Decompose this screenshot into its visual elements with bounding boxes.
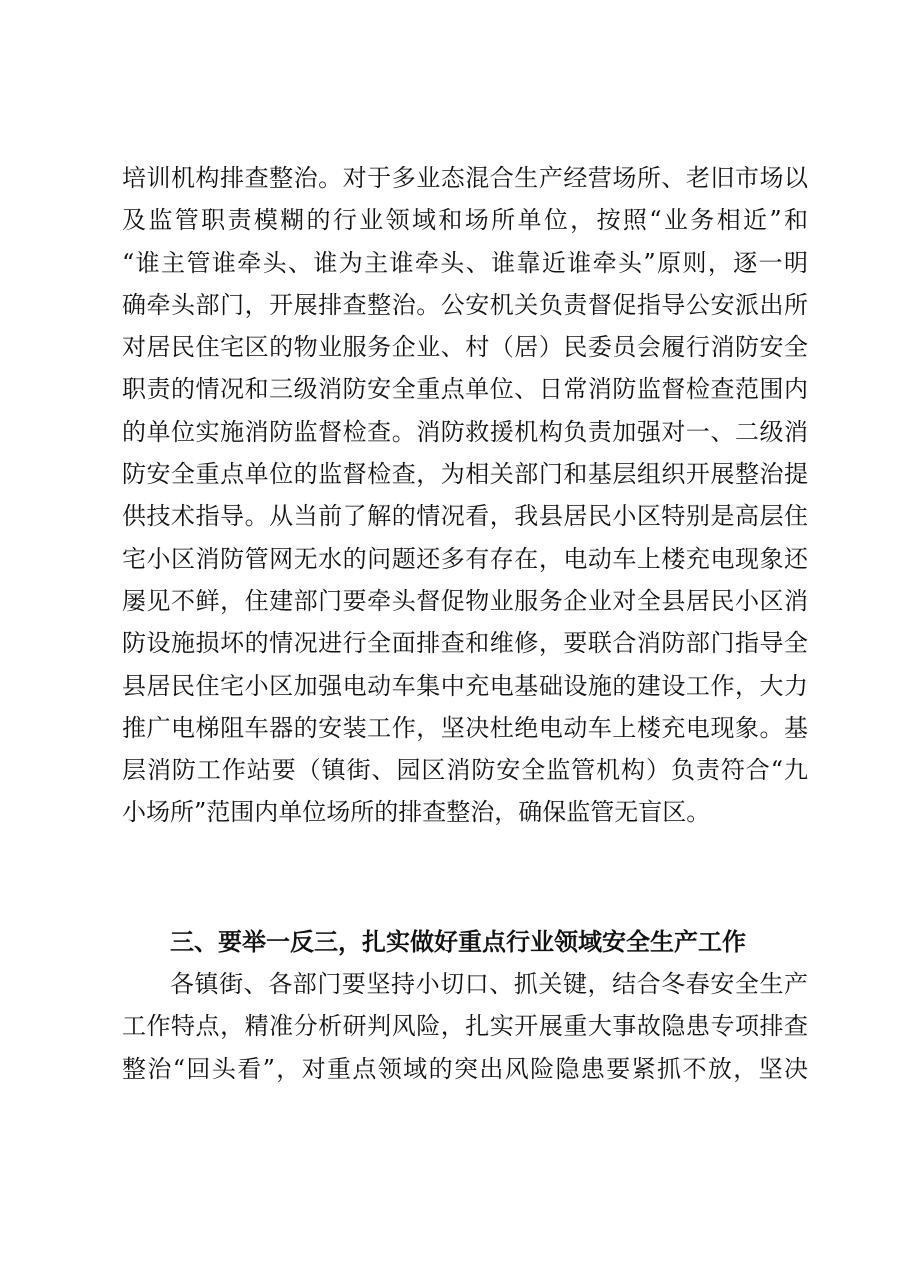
- paragraph-line: 供技术指导。从当前了解的情况看，我县居民小区特别是高层住: [122, 502, 808, 531]
- paragraph-line: 各镇街、各部门要坚持小切口、抓关键，结合冬春安全生产: [170, 970, 808, 998]
- paragraph-line: 培训机构排查整治。对于多业态混合生产经营场所、老旧市场以: [122, 164, 808, 192]
- paragraph-line: 防设施损坏的情况进行全面排查和维修，要联合消防部门指导全: [122, 629, 808, 658]
- paragraph-line: 整治“回头看”，对重点领域的突出风险隐患要紧抓不放，坚决: [122, 1054, 808, 1083]
- section-heading: 三、要举一反三，扎实做好重点行业领域安全生产工作: [170, 928, 746, 956]
- paragraph-line: 推广电梯阻车器的安装工作，坚决杜绝电动车上楼充电现象。基: [122, 713, 808, 742]
- paragraph-line: 宅小区消防管网无水的问题还多有存在，电动车上楼充电现象还: [122, 544, 808, 573]
- paragraph-line: 职责的情况和三级消防安全重点单位、日常消防监督检查范围内: [122, 375, 808, 404]
- paragraph-line: 县居民住宅小区加强电动车集中充电基础设施的建设工作，大力: [122, 671, 808, 700]
- paragraph-line: 防安全重点单位的监督检查，为相关部门和基层组织开展整治提: [122, 460, 808, 489]
- paragraph-line: 工作特点，精准分析研判风险，扎实开展重大事故隐患专项排查: [122, 1012, 808, 1041]
- paragraph-1: [122, 157, 808, 834]
- paragraph-2: [122, 963, 808, 1090]
- paragraph-line: 屡见不鲜，住建部门要牵头督促物业服务企业对全县居民小区消: [122, 586, 808, 615]
- paragraph-line: 的单位实施消防监督检查。消防救援机构负责加强对一、二级消: [122, 417, 808, 446]
- paragraph-line: 及监管职责模糊的行业领域和场所单位，按照“业务相近”和: [122, 206, 808, 235]
- paragraph-line: 层消防工作站要（镇街、园区消防安全监管机构）负责符合“九: [122, 756, 808, 785]
- paragraph-line: 小场所”范围内单位场所的排查整治，确保监管无盲区。: [122, 798, 711, 827]
- paragraph-line: 对居民住宅区的物业服务企业、村（居）民委员会履行消防安全: [122, 333, 808, 362]
- paragraph-line: 确牵头部门，开展排查整治。公安机关负责督促指导公安派出所: [122, 290, 808, 319]
- paragraph-line: “谁主管谁牵头、谁为主谁牵头、谁靠近谁牵头”原则，逐一明: [122, 248, 808, 277]
